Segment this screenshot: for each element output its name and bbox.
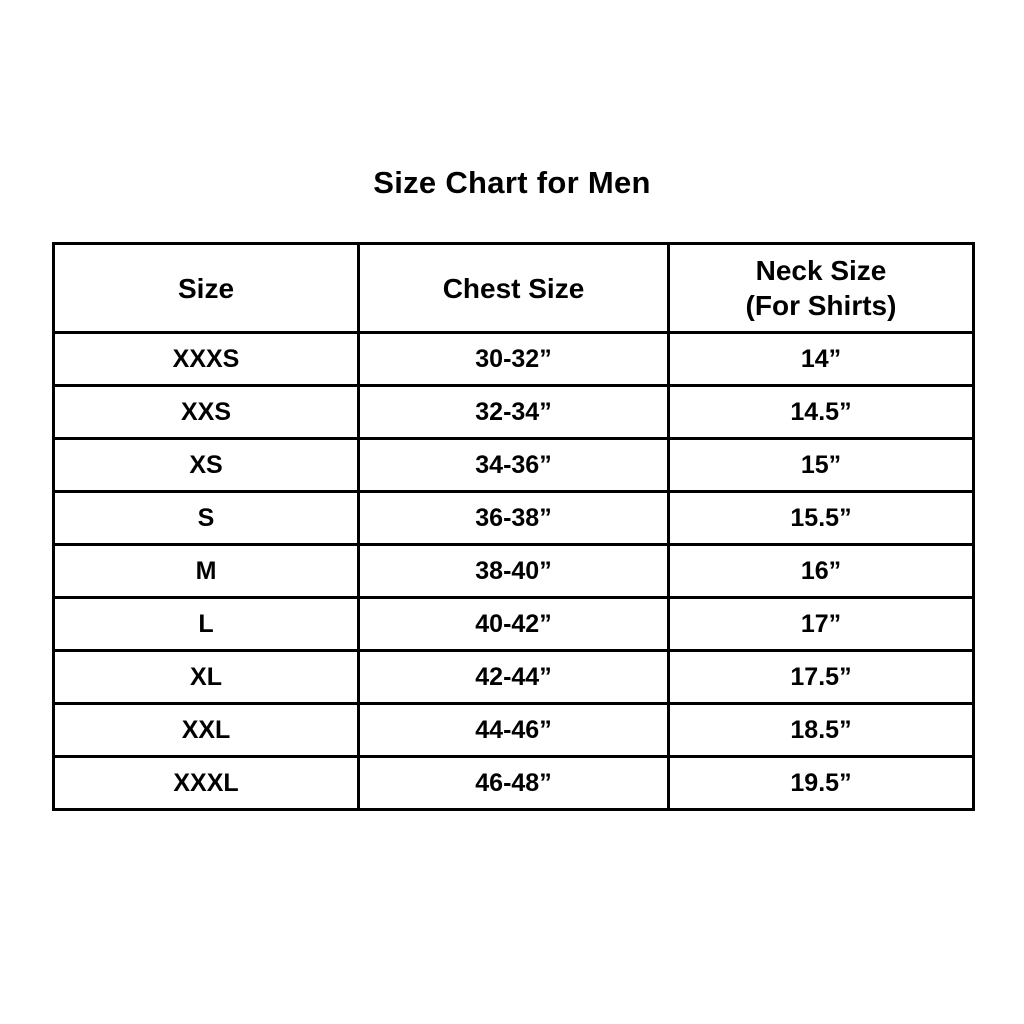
header-neck-size-label: Neck Size [755,255,887,286]
size-chart-table [52,242,975,811]
table-row [54,704,974,757]
header-size [54,244,359,333]
cell-neck: 18.5” [669,704,974,757]
table-row [54,757,974,810]
cell-neck: 17.5” [669,651,974,704]
cell-chest: 46-48” [359,757,669,810]
cell-neck: 17” [669,598,974,651]
cell-size: S [54,492,359,545]
cell-size: L [54,598,359,651]
cell-chest: 44-46” [359,704,669,757]
cell-size: XXL [54,704,359,757]
table-row [54,492,974,545]
cell-neck: 19.5” [669,757,974,810]
cell-chest: 38-40” [359,545,669,598]
page-title: Size Chart for Men [373,165,651,200]
header-chest-size [359,244,669,333]
table-row [54,651,974,704]
cell-neck: 15.5” [669,492,974,545]
cell-neck: 14” [669,333,974,386]
table-row [54,333,974,386]
cell-neck: 14.5” [669,386,974,439]
cell-size: XXXS [54,333,359,386]
table-row [54,386,974,439]
cell-size: M [54,545,359,598]
header-row [54,244,974,333]
cell-neck: 15” [669,439,974,492]
table-header [54,244,974,333]
cell-chest: 40-42” [359,598,669,651]
cell-size: XS [54,439,359,492]
size-chart-body [54,333,974,810]
cell-chest: 32-34” [359,386,669,439]
table-row [54,545,974,598]
header-size-label: Size [177,272,235,304]
table-row [54,598,974,651]
cell-size: XXS [54,386,359,439]
cell-chest: 34-36” [359,439,669,492]
table-row [54,439,974,492]
cell-chest: 42-44” [359,651,669,704]
header-neck-size [669,244,974,333]
cell-chest: 30-32” [359,333,669,386]
header-neck-size-sublabel: (For Shirts) [745,290,897,321]
cell-chest: 36-38” [359,492,669,545]
cell-size: XL [54,651,359,704]
cell-neck: 16” [669,545,974,598]
header-chest-size-label: Chest Size [442,272,585,304]
cell-size: XXXL [54,757,359,810]
